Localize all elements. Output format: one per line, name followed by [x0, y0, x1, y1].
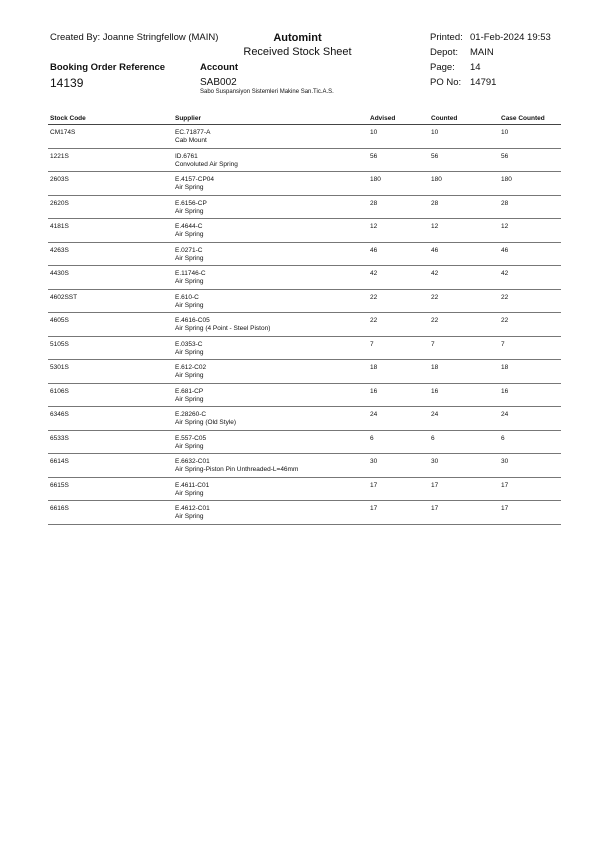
advised-cell: 180	[370, 176, 381, 183]
supplier-ref-cell: E.681-CP	[175, 387, 204, 395]
description-cell: Air Spring	[175, 395, 204, 403]
description-cell: Air Spring	[175, 278, 204, 285]
counted-cell: 42	[431, 270, 439, 277]
case-counted-cell: 7	[501, 340, 505, 348]
advised-cell: 42	[370, 270, 378, 277]
stock-table	[48, 114, 561, 525]
case-counted-cell: 22	[501, 317, 509, 324]
account-code: SAB002	[200, 77, 237, 88]
stock-code-cell: 6614S	[50, 458, 69, 465]
page-title: Received Stock Sheet	[243, 46, 352, 58]
counted-cell: 30	[431, 458, 439, 465]
printed-value: 01-Feb-2024 19:53	[470, 32, 551, 43]
table-row	[48, 243, 561, 267]
table-row	[48, 337, 561, 361]
counted-cell: 22	[431, 317, 439, 324]
description-cell: Cab Mount	[175, 137, 207, 144]
stock-code-cell: 6615S	[50, 481, 69, 489]
advised-cell: 28	[370, 199, 378, 207]
counted-cell: 16	[431, 387, 439, 395]
advised-cell: 17	[370, 505, 378, 512]
depot-value: MAIN	[470, 47, 494, 58]
case-counted-cell: 12	[501, 223, 509, 230]
advised-cell: 12	[370, 223, 378, 230]
case-counted-cell: 56	[501, 152, 509, 160]
supplier-ref-cell: E.557-C05	[175, 434, 207, 442]
case-counted-cell: 22	[501, 293, 509, 301]
description-cell: Air Spring (4 Point - Steel Piston)	[175, 325, 271, 332]
supplier-ref-cell: E.4644-C	[175, 223, 203, 230]
column-header-case-counted: Case Counted	[501, 115, 545, 122]
case-counted-cell: 30	[501, 458, 509, 465]
table-row	[48, 384, 561, 408]
counted-cell: 12	[431, 223, 439, 230]
case-counted-cell: 10	[501, 129, 509, 136]
supplier-ref-cell: E.11746-C	[175, 270, 206, 277]
table-row	[48, 431, 561, 455]
stock-code-cell: 6106S	[50, 387, 69, 395]
supplier-ref-cell: E.610-C	[175, 293, 199, 301]
account-name: Sabo Suspansiyon Sistemleri Makine San.Tic.A.S.	[200, 89, 334, 95]
supplier-ref-cell: E.0353-C	[175, 340, 203, 348]
counted-cell: 180	[431, 176, 442, 183]
stock-code-cell: 4263S	[50, 246, 69, 254]
table-row	[48, 478, 561, 502]
case-counted-cell: 17	[501, 505, 509, 512]
stock-code-cell: 4430S	[50, 270, 69, 277]
case-counted-cell: 180	[501, 176, 512, 183]
description-cell: Air Spring	[175, 301, 204, 309]
description-cell: Convoluted Air Spring	[175, 160, 238, 168]
advised-cell: 7	[370, 340, 374, 348]
counted-cell: 56	[431, 152, 439, 160]
advised-cell: 18	[370, 364, 378, 371]
table-row	[48, 290, 561, 314]
description-cell: Air Spring	[175, 442, 204, 450]
page-label: Page:	[430, 62, 455, 73]
created-by: Created By: Joanne Stringfellow (MAIN)	[50, 32, 219, 43]
counted-cell: 17	[431, 505, 439, 512]
case-counted-cell: 6	[501, 434, 505, 442]
description-cell: Air Spring	[175, 348, 204, 356]
case-counted-cell: 28	[501, 199, 509, 207]
case-counted-cell: 16	[501, 387, 509, 395]
company-name: Automint	[273, 32, 322, 44]
advised-cell: 22	[370, 317, 378, 324]
stock-code-cell: 6533S	[50, 434, 69, 442]
counted-cell: 17	[431, 481, 439, 489]
table-row	[48, 266, 561, 290]
description-cell: Air Spring-Piston Pin Unthreaded-L=46mm	[175, 466, 299, 473]
table-header	[48, 114, 561, 125]
table-row	[48, 501, 561, 525]
stock-code-cell: 4181S	[50, 223, 69, 230]
stock-code-cell: 2620S	[50, 199, 69, 207]
stock-code-cell: CM174S	[50, 129, 76, 136]
table-row	[48, 149, 561, 173]
supplier-ref-cell: E.4612-C01	[175, 505, 210, 512]
supplier-ref-cell: EC.71877-A	[175, 129, 211, 136]
column-header-counted: Counted	[431, 115, 458, 122]
booking-reference-value: 14139	[50, 76, 84, 90]
table-row	[48, 313, 561, 337]
booking-reference-label: Booking Order Reference	[50, 62, 166, 73]
table-row	[48, 219, 561, 243]
counted-cell: 18	[431, 364, 439, 371]
stock-code-cell: 6346S	[50, 411, 69, 418]
stock-code-cell: 2603S	[50, 176, 69, 183]
advised-cell: 46	[370, 246, 378, 254]
advised-cell: 56	[370, 152, 378, 160]
description-cell: Air Spring	[175, 231, 204, 238]
description-cell: Air Spring	[175, 372, 204, 379]
po-number: 14791	[470, 77, 497, 88]
counted-cell: 7	[431, 340, 435, 348]
table-row	[48, 407, 561, 431]
description-cell: Air Spring	[175, 184, 204, 191]
description-cell: Air Spring	[175, 513, 204, 520]
table-row	[48, 454, 561, 478]
counted-cell: 46	[431, 246, 439, 254]
stock-code-cell: 5301S	[50, 364, 69, 371]
advised-cell: 6	[370, 434, 374, 442]
table-row	[48, 360, 561, 384]
case-counted-cell: 18	[501, 364, 509, 371]
table-row	[48, 125, 561, 149]
table-row	[48, 196, 561, 220]
counted-cell: 28	[431, 199, 439, 207]
table-body	[48, 125, 561, 525]
counted-cell: 6	[431, 434, 435, 442]
account-label: Account	[200, 62, 238, 73]
counted-cell: 10	[431, 129, 439, 136]
supplier-ref-cell: E.28260-C	[175, 411, 207, 418]
po-label: PO No:	[430, 77, 462, 88]
supplier-ref-cell: E.6632-C01	[175, 458, 210, 465]
counted-cell: 22	[431, 293, 439, 301]
supplier-ref-cell: E.612-C02	[175, 364, 207, 371]
advised-cell: 16	[370, 387, 378, 395]
case-counted-cell: 46	[501, 246, 509, 254]
case-counted-cell: 17	[501, 481, 509, 489]
column-header-stock-code: Stock Code	[50, 115, 86, 122]
depot-label: Depot:	[430, 47, 458, 58]
page-number: 14	[470, 62, 481, 73]
advised-cell: 30	[370, 458, 378, 465]
advised-cell: 22	[370, 293, 378, 301]
case-counted-cell: 42	[501, 270, 509, 277]
stock-code-cell: 4605S	[50, 317, 69, 324]
stock-code-cell: 5105S	[50, 340, 69, 348]
supplier-ref-cell: E.6156-CP	[175, 199, 207, 207]
description-cell: Air Spring	[175, 489, 204, 497]
stock-code-cell: 1221S	[50, 152, 69, 160]
case-counted-cell: 24	[501, 411, 509, 418]
supplier-ref-cell: E.4611-C01	[175, 481, 210, 489]
description-cell: Air Spring (Old Style)	[175, 419, 237, 426]
supplier-ref-cell: E.0271-C	[175, 246, 203, 254]
supplier-ref-cell: E.4616-C05	[175, 317, 210, 324]
description-cell: Air Spring	[175, 254, 204, 262]
table-row	[48, 172, 561, 196]
stock-code-cell: 4602SST	[50, 293, 78, 301]
stock-code-cell: 6616S	[50, 505, 69, 512]
supplier-ref-cell: ID.6761	[175, 152, 198, 160]
column-header-advised: Advised	[370, 115, 396, 122]
supplier-ref-cell: E.4157-CP04	[175, 176, 215, 183]
printed-label: Printed:	[430, 32, 463, 43]
advised-cell: 17	[370, 481, 378, 489]
column-header-supplier: Supplier	[175, 115, 202, 122]
advised-cell: 24	[370, 411, 378, 418]
counted-cell: 24	[431, 411, 439, 418]
description-cell: Air Spring	[175, 207, 204, 215]
advised-cell: 10	[370, 129, 378, 136]
